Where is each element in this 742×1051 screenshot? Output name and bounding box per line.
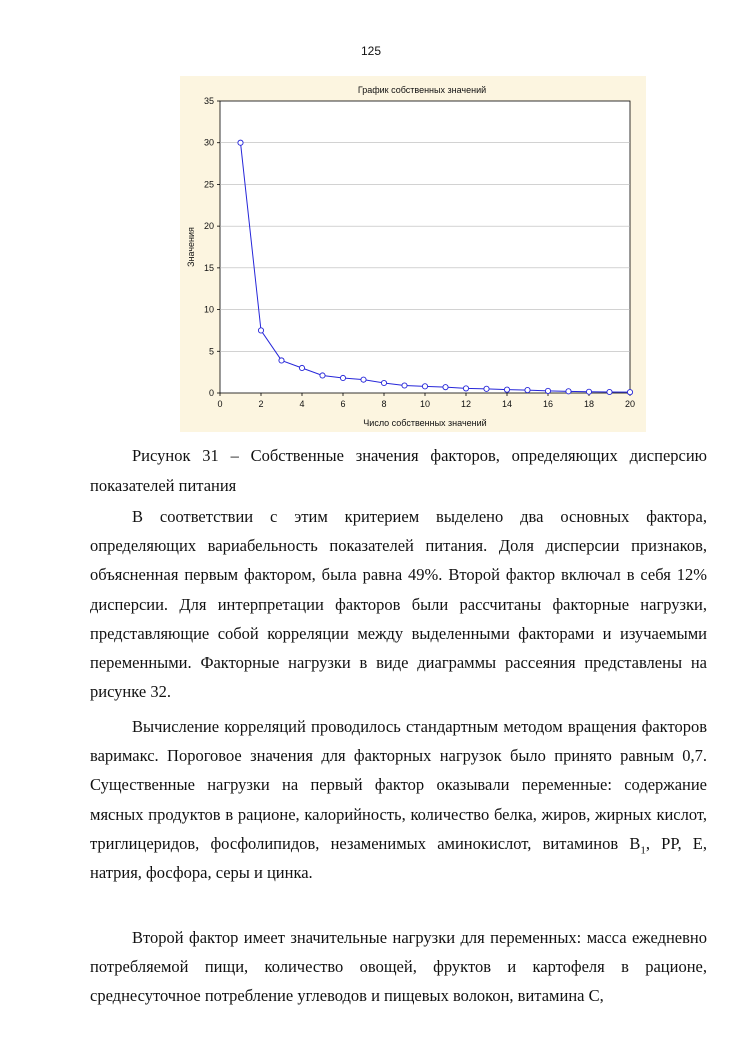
data-point (361, 377, 366, 382)
data-point (299, 365, 304, 370)
data-point (238, 140, 243, 145)
chart-svg (180, 76, 646, 432)
y-tick-label: 10 (203, 304, 214, 315)
paragraph-1: В соответствии с этим критерием выделено два основных фактора, определяющих вариабельность показателей питания. Доля дисперсии признаков, объясненная первым фактором, была равна 49%. Второй фактор включал в себя 12% дисперсии. Для интерпретации факторов были рассчитаны факторные нагрузки, представляющие собой корреляции между выделенными факторами и изучаемыми переменными. Факторные нагрузки в виде диаграммы рассеяния представлены на рисунке 32. (90, 507, 707, 702)
page-number: 125 (360, 44, 382, 58)
data-point (627, 390, 632, 395)
data-point (484, 386, 489, 391)
y-tick-label: 35 (203, 96, 214, 106)
data-point (443, 385, 448, 390)
vitamin-b-subscript: 1 (640, 844, 646, 857)
x-tick-label: 20 (624, 399, 636, 409)
data-point (381, 380, 386, 385)
data-point (525, 387, 530, 392)
x-tick-label: 12 (460, 399, 472, 409)
plot-area (220, 101, 630, 393)
paragraph-2-text: Вычисление корреляций проводилось стандартным методом вращения факторов варимакс. Пороговое значения для факторных нагрузок было принято равным 0,7. Существенные нагрузки на первый фактор оказывали переменные: содержание мясных продуктов в рационе, калорийность, количество белка, жиров, жирных кислот, триглицеридов, фосфолипидов, незаменимых аминокислот, витаминов В (90, 717, 707, 853)
figure-caption-text: Рисунок 31 – Собственные значения факторов, определяющих дисперсию показателей питания (90, 446, 707, 495)
x-tick-label: 2 (258, 399, 264, 409)
y-tick-label: 15 (203, 262, 214, 273)
paragraph-3: Второй фактор имеет значительные нагрузки для переменных: масса ежедневно потребляемой пищи, количество овощей, фруктов и картофеля в рационе, среднесуточное потребление углеводов и пищевых волокон, витамина С, (90, 928, 707, 1006)
y-tick-label: 30 (203, 137, 214, 148)
y-tick-label: 0 (208, 388, 214, 398)
paragraph-2 (90, 712, 707, 887)
x-tick-label: 14 (501, 399, 513, 409)
data-point (504, 387, 509, 392)
x-tick-label: 10 (419, 399, 431, 409)
data-point (463, 386, 468, 391)
data-point (402, 383, 407, 388)
x-tick-label: 18 (583, 399, 595, 409)
data-point (340, 375, 345, 380)
figure-caption (90, 441, 707, 501)
data-point (586, 389, 591, 394)
data-point (545, 388, 550, 393)
x-axis-label: Число собственных значений (363, 418, 487, 428)
x-tick-label: 16 (542, 399, 554, 409)
y-tick-label: 5 (208, 346, 214, 357)
y-tick-label: 25 (203, 179, 214, 190)
x-tick-label: 4 (299, 399, 305, 409)
x-tick-label: 8 (381, 399, 387, 409)
data-point (279, 358, 284, 363)
x-tick-label: 6 (340, 399, 346, 409)
data-point (566, 389, 571, 394)
y-tick-label: 20 (203, 221, 214, 232)
paragraph-2-tail: , РР, Е, натрия, фосфора, серы и цинка. (90, 833, 707, 883)
eigenvalue-chart (180, 76, 646, 432)
data-point (607, 389, 612, 394)
data-point (258, 328, 263, 333)
chart-title: График собственных значений (357, 85, 487, 95)
x-tick-label: 0 (217, 399, 223, 409)
data-point (422, 384, 427, 389)
data-point (320, 373, 325, 378)
y-axis-label: Значения (186, 227, 196, 267)
